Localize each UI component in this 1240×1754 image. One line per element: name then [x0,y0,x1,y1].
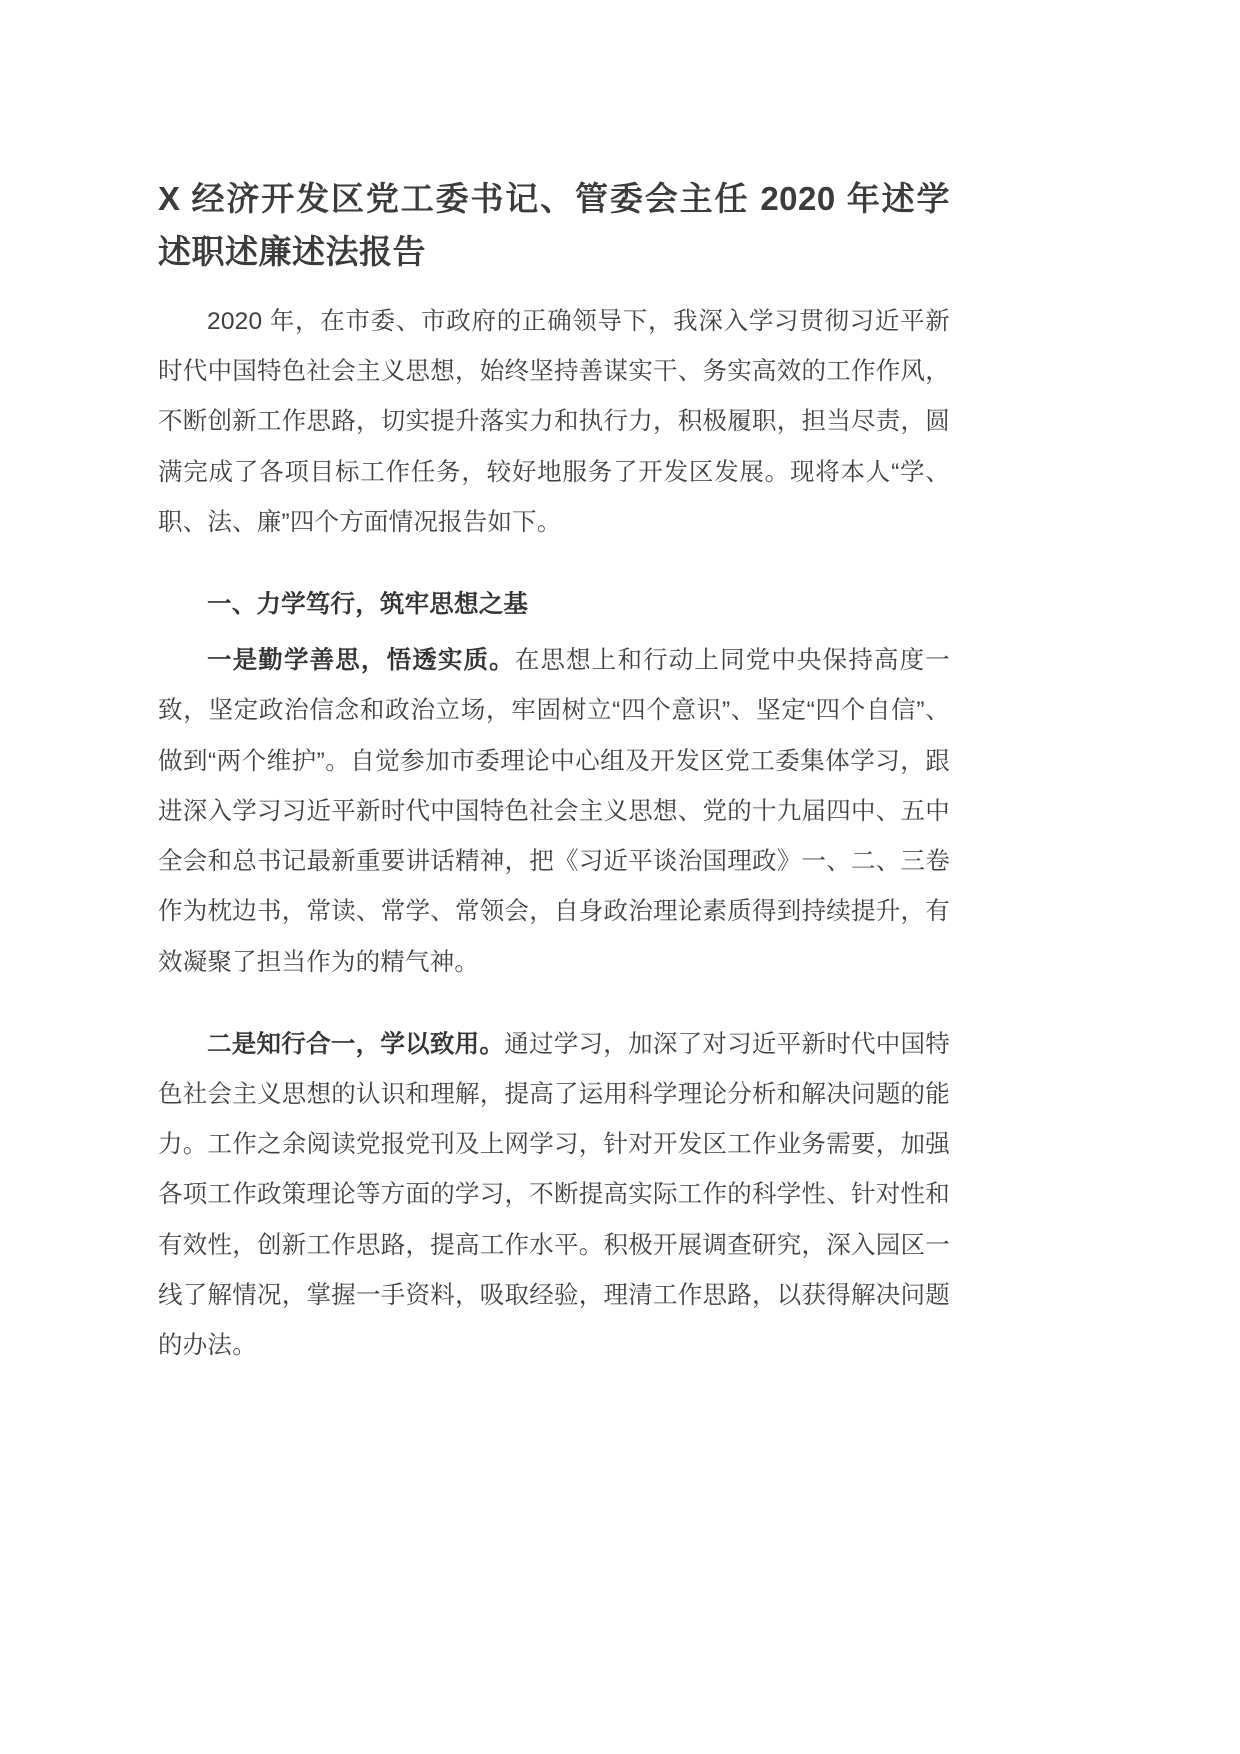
spacer [158,554,950,568]
section-1-item-2 [158,1020,950,1372]
section-1-item-1-body: 在思想上和行动上同党中央保持高度一致，坚定政治信念和政治立场，牢固树立“四个意识”、坚定“四个自信”、做到“两个维护”。自觉参加市委理论中心组及开发区党工委集体学习，跟进深入学习习近平新时代中国特色社会主义思想、党的十九届四中、五中全会和总书记最新重要讲话精神，把《习近平谈治国理政》一、二、三卷作为枕边书，常读、常学、常领会，自身政治理论素质得到持续提升，有效凝聚了担当作为的精气神。 [158,647,950,976]
section-heading-1: 一、力学笃行，筑牢思想之基 [207,591,529,618]
section-1-item-1-lead: 一是勤学善思，悟透实质。 [207,647,515,675]
section-1-item-1 [158,636,950,988]
section-1-item-2-lead: 二是知行合一，学以致用。 [207,1030,505,1058]
spacer [158,994,950,1020]
page-title: X 经济开发区党工委书记、管委会主任 2020 年述学述职述廉述法报告 [158,180,950,271]
intro-paragraph: 2020 年，在市委、市政府的正确领导下，我深入学习贯彻习近平新时代中国特色社会主义思想，始终坚持善谋实干、务实高效的工作作风，不断创新工作思路，切实提升落实力和执行力，积极履职，担当尽责，圆满完成了各项目标工作任务，较好地服务了开发区发展。现将本人“学、职、法、廉”四个方面情况报告如下。 [158,307,950,536]
document-content [158,172,950,1377]
section-1-item-2-body: 通过学习，加深了对习近平新时代中国特色社会主义思想的认识和理解，提高了运用科学理论分析和解决问题的能力。工作之余阅读党报党刊及上网学习，针对开发区工作业务需要，加强各项工作政策理论等方面的学习，不断提高实际工作的科学性、针对性和有效性，创新工作思路，提高工作水平。积极开展调查研究，深入园区一线了解情况，掌握一手资料，吸取经验，理清工作思路，以获得解决问题的办法。 [158,1030,950,1360]
